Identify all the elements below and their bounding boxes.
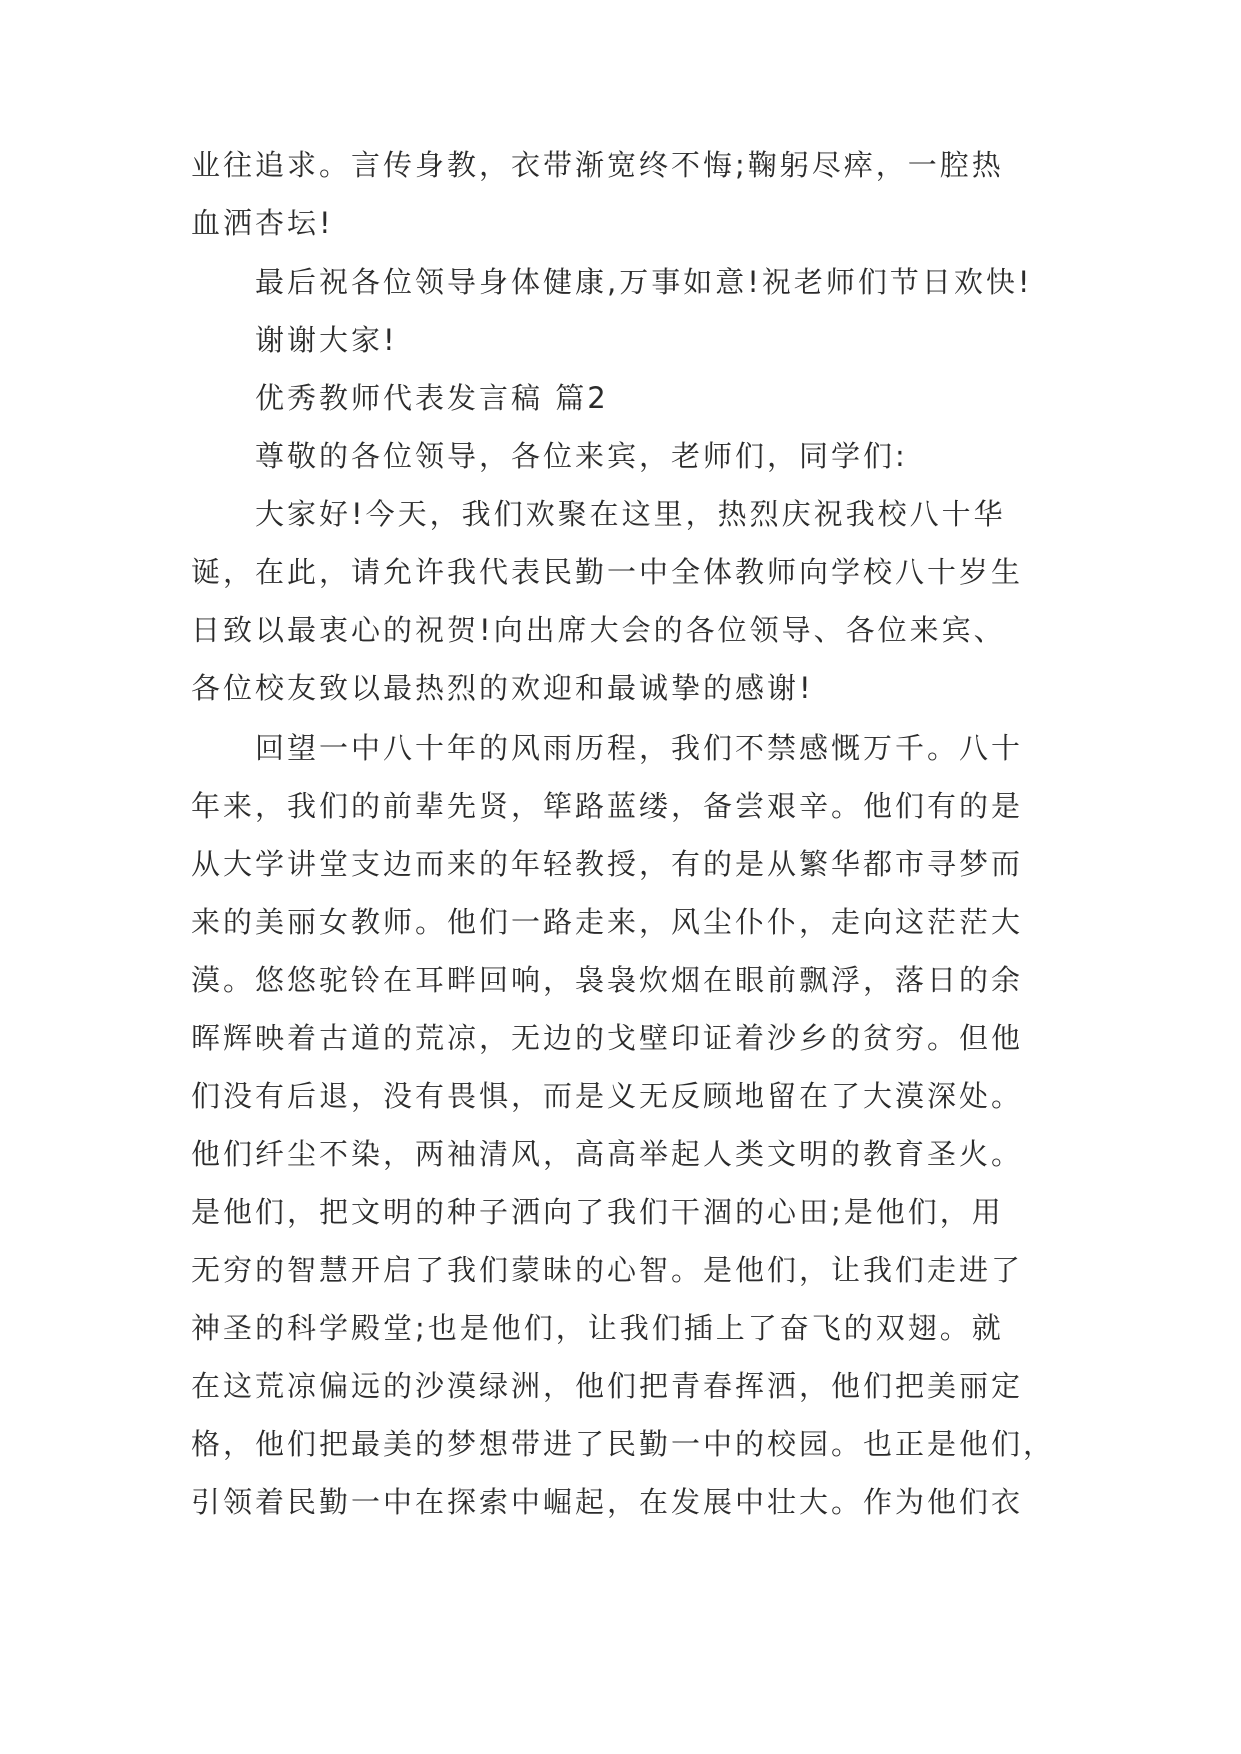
paragraph-line: 在这荒凉偏远的沙漠绿洲，他们把青春挥洒，他们把美丽定 [191,1369,1024,1403]
paragraph-line: 谢谢大家! [255,323,398,357]
paragraph-line: 回望一中八十年的风雨历程，我们不禁感慨万千。八十 [255,731,1024,765]
paragraph-line: 是他们，把文明的种子洒向了我们干涸的心田;是他们，用 [191,1195,1004,1229]
paragraph-line: 血洒杏坛! [191,206,334,240]
paragraph-line: 业往追求。言传身教，衣带渐宽终不悔;鞠躬尽瘁，一腔热 [191,148,1004,182]
paragraph-line: 格，他们把最美的梦想带进了民勤一中的校园。也正是他们， [191,1427,1056,1461]
paragraph-line: 他们纤尘不染，两袖清风，高高举起人类文明的教育圣火。 [191,1137,1024,1171]
paragraph-line: 年来，我们的前辈先贤，筚路蓝缕，备尝艰辛。他们有的是 [191,789,1024,823]
paragraph-line: 大家好!今天，我们欢聚在这里，热烈庆祝我校八十华 [255,497,1006,531]
paragraph-line: 无穷的智慧开启了我们蒙昧的心智。是他们，让我们走进了 [191,1253,1024,1287]
paragraph-line: 诞，在此，请允许我代表民勤一中全体教师向学校八十岁生 [191,555,1024,589]
paragraph-line: 各位校友致以最热烈的欢迎和最诚挚的感谢! [191,671,814,705]
paragraph-line: 们没有后退，没有畏惧，而是义无反顾地留在了大漠深处。 [191,1079,1024,1113]
salutation: 尊敬的各位领导，各位来宾，老师们，同学们: [255,439,908,473]
paragraph-line: 日致以最衷心的祝贺!向出席大会的各位领导、各位来宾、 [191,613,1006,647]
paragraph-line: 引领着民勤一中在探索中崛起，在发展中壮大。作为他们衣 [191,1485,1024,1519]
paragraph-line: 最后祝各位领导身体健康,万事如意!祝老师们节日欢快! [255,265,1033,299]
paragraph-line: 漠。悠悠驼铃在耳畔回响，袅袅炊烟在眼前飘浮，落日的余 [191,963,1024,997]
section-heading: 优秀教师代表发言稿 篇2 [255,381,609,415]
paragraph-line: 来的美丽女教师。他们一路走来，风尘仆仆，走向这茫茫大 [191,905,1024,939]
paragraph-line: 晖辉映着古道的荒凉，无边的戈壁印证着沙乡的贫穷。但他 [191,1021,1024,1055]
paragraph-line: 神圣的科学殿堂;也是他们，让我们插上了奋飞的双翅。就 [191,1311,1004,1345]
paragraph-line: 从大学讲堂支边而来的年轻教授，有的是从繁华都市寻梦而 [191,847,1024,881]
